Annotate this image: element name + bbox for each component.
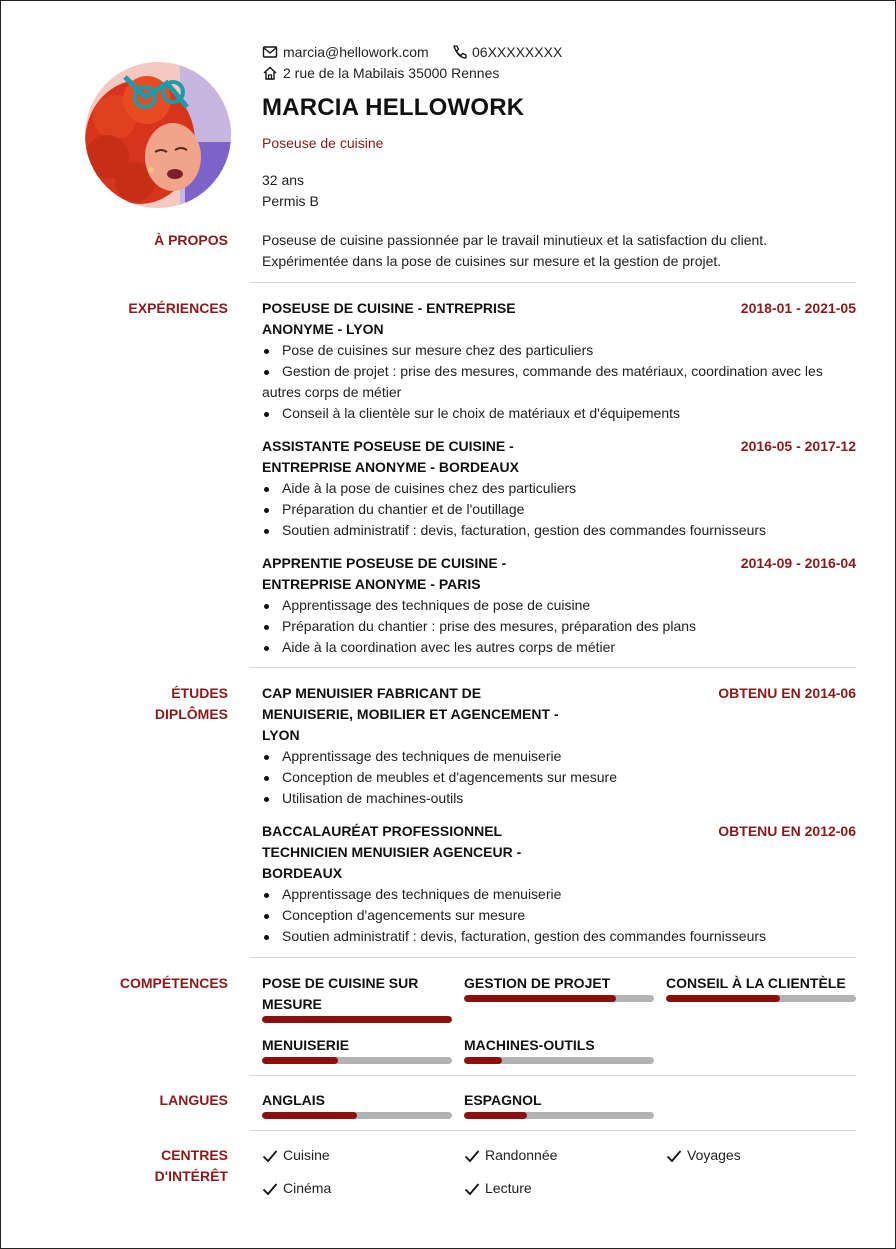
skill-item (262, 1035, 452, 1064)
education-heading-line2: DIPLÔMES (154, 706, 228, 722)
interest-label: Cuisine (283, 1147, 330, 1163)
address-text: 2 rue de la Mabilais 35000 Rennes (283, 65, 500, 81)
mail-icon (262, 44, 278, 60)
skill-name: MACHINES-OUTILS (464, 1037, 595, 1053)
skill-bar (464, 995, 654, 1002)
interests-heading-line1: CENTRES (161, 1147, 228, 1163)
skill-item (666, 973, 856, 1002)
phone-icon (451, 44, 467, 60)
language-bar (464, 1112, 654, 1119)
list-item: Conseil à la clientèle sur le choix de matériaux et d'équipements (262, 403, 856, 424)
about-heading: À PROPOS (154, 232, 228, 248)
driving-license: Permis B (262, 193, 319, 209)
contact-email[interactable] (262, 44, 429, 60)
list-item: Préparation du chantier et de l'outillage (262, 499, 856, 520)
skill-item (464, 1035, 654, 1064)
education-entry (262, 821, 856, 947)
interest-label: Lecture (485, 1180, 532, 1196)
education-entry (262, 683, 856, 809)
experience-bullets (262, 595, 856, 658)
experience-title: ASSISTANTE POSEUSE DE CUISINE - ENTREPRISE ANONYME - BORDEAUX (262, 438, 519, 475)
skill-name: POSE DE CUISINE SUR MESURE (262, 975, 419, 1012)
interest-item (262, 1178, 331, 1199)
check-icon (666, 1149, 682, 1163)
check-icon (262, 1149, 278, 1163)
list-item: Aide à la coordination avec les autres corps de métier (262, 637, 856, 658)
list-item: Préparation du chantier : prise des mesures, préparation des plans (262, 616, 856, 637)
list-item: Apprentissage des techniques de pose de cuisine (262, 595, 856, 616)
experience-title: APPRENTIE POSEUSE DE CUISINE - ENTREPRISE ANONYME - PARIS (262, 555, 507, 592)
experience-date: 2016-05 - 2017-12 (740, 438, 856, 454)
education-title: CAP MENUISIER FABRICANT DE MENUISERIE, MOBILIER ET AGENCEMENT - LYON (262, 685, 559, 743)
skill-bar (262, 1057, 452, 1064)
check-icon (464, 1182, 480, 1196)
education-date: OBTENU EN 2012-06 (718, 823, 856, 839)
about-text: Poseuse de cuisine passionnée par le travail minutieux et la satisfaction du client. Expérimentée dans la pose de cuisines sur mesure et la gestion de projet. (262, 232, 768, 269)
divider (250, 957, 856, 958)
skill-bar-fill (262, 1057, 338, 1064)
language-item (262, 1090, 452, 1119)
experience-title: POSEUSE DE CUISINE - ENTREPRISE ANONYME - LYON (262, 300, 516, 337)
skill-bar-fill (464, 1057, 502, 1064)
contact-address (262, 65, 499, 81)
divider (250, 282, 856, 283)
list-item: Pose de cuisines sur mesure chez des particuliers (262, 340, 856, 361)
education-heading-line1: ÉTUDES (171, 685, 228, 701)
list-item: Gestion de projet : prise des mesures, commande des matériaux, coordination avec les autres corps de métier (262, 361, 856, 403)
skill-item (262, 973, 452, 1023)
list-item: Conception d'agencements sur mesure (262, 905, 856, 926)
list-item: Utilisation de machines-outils (262, 788, 856, 809)
language-item (464, 1090, 654, 1119)
interests-heading-line2: D'INTÉRÊT (154, 1168, 228, 1184)
home-icon (262, 65, 278, 81)
languages-grid (262, 1090, 856, 1120)
experience-bullets (262, 340, 856, 424)
interest-item (464, 1145, 557, 1166)
interest-item (464, 1178, 532, 1199)
language-name: ANGLAIS (262, 1092, 325, 1108)
job-title: Poseuse de cuisine (262, 135, 384, 151)
skill-bar-fill (666, 995, 780, 1002)
experience-date: 2018-01 - 2021-05 (740, 300, 856, 316)
check-icon (464, 1149, 480, 1163)
skill-name: GESTION DE PROJET (464, 975, 611, 991)
education-bullets (262, 746, 856, 809)
interest-item (262, 1145, 330, 1166)
language-bar-fill (262, 1112, 357, 1119)
skills-grid (262, 973, 856, 1063)
skill-bar (464, 1057, 654, 1064)
avatar (85, 62, 231, 208)
experiences-heading: EXPÉRIENCES (128, 300, 228, 316)
experience-date: 2014-09 - 2016-04 (740, 555, 856, 571)
contact-phone[interactable] (451, 44, 562, 60)
list-item: Soutien administratif : devis, facturation, gestion des commandes fournisseurs (262, 520, 856, 541)
interest-label: Cinéma (283, 1180, 332, 1196)
skill-bar (666, 995, 856, 1002)
skill-name: MENUISERIE (262, 1037, 350, 1053)
experience-entry (262, 553, 856, 658)
languages-heading: LANGUES (159, 1092, 228, 1108)
skill-bar (262, 1016, 452, 1023)
list-item: Aide à la pose de cuisines chez des particuliers (262, 478, 856, 499)
education-date: OBTENU EN 2014-06 (718, 685, 856, 701)
list-item: Apprentissage des techniques de menuiserie (262, 746, 856, 767)
interest-item (666, 1145, 741, 1166)
avatar-illustration (85, 62, 231, 208)
experience-entry (262, 298, 856, 424)
interests-heading (155, 1145, 228, 1187)
skill-bar-fill (464, 995, 616, 1002)
experience-entry (262, 436, 856, 541)
skill-name: CONSEIL À LA CLIENTÈLE (666, 975, 846, 991)
language-bar (262, 1112, 452, 1119)
divider (250, 1130, 856, 1131)
list-item: Soutien administratif : devis, facturation, gestion des commandes fournisseurs (262, 926, 856, 947)
education-title: BACCALAURÉAT PROFESSIONNEL TECHNICIEN MENUISIER AGENCEUR - BORDEAUX (262, 823, 522, 881)
interests-grid (262, 1145, 856, 1205)
divider (250, 1075, 856, 1076)
skills-heading: COMPÉTENCES (119, 975, 228, 991)
education-heading (155, 683, 228, 725)
language-bar-fill (464, 1112, 527, 1119)
list-item: Conception de meubles et d'agencements sur mesure (262, 767, 856, 788)
education-bullets (262, 884, 856, 947)
check-icon (262, 1182, 278, 1196)
divider (250, 667, 856, 668)
skill-bar-fill (262, 1016, 452, 1023)
skill-item (464, 973, 654, 1002)
phone-text: 06XXXXXXXX (472, 44, 563, 60)
interest-label: Randonnée (485, 1147, 558, 1163)
candidate-name: MARCIA HELLOWORK (262, 94, 525, 121)
interest-label: Voyages (687, 1147, 741, 1163)
language-name: ESPAGNOL (464, 1092, 542, 1108)
email-text: marcia@hellowork.com (283, 44, 429, 60)
list-item: Apprentissage des techniques de menuiserie (262, 884, 856, 905)
age: 32 ans (262, 172, 305, 188)
experience-bullets (262, 478, 856, 541)
